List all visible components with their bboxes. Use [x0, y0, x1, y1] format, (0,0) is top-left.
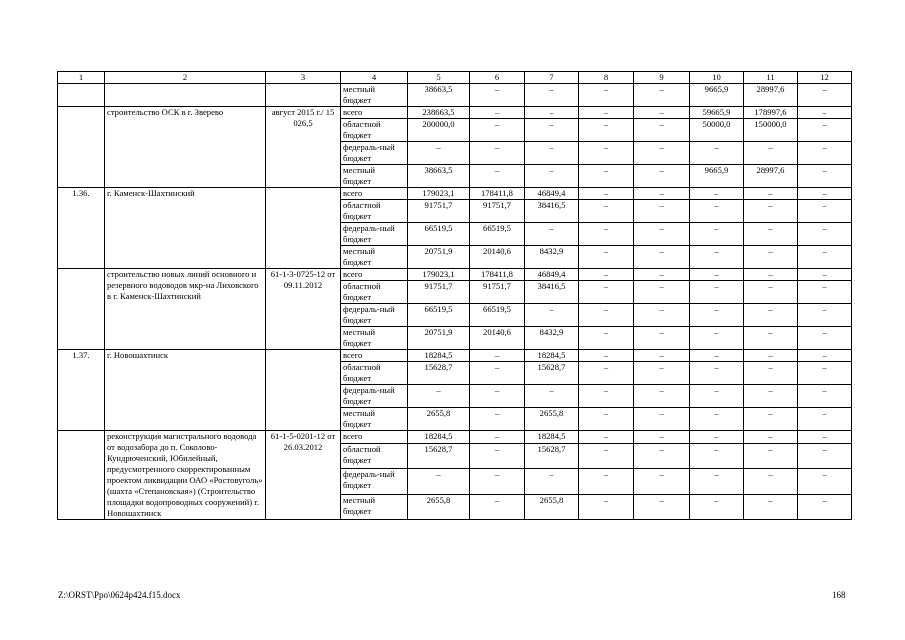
amount-cell: 38416,5	[525, 200, 579, 223]
item-number	[58, 269, 105, 350]
funding-source: федераль-ный бюджет	[341, 385, 408, 408]
amount-cell: –	[408, 385, 470, 408]
amount-cell: –	[634, 107, 690, 119]
amount-cell: –	[798, 142, 852, 165]
amount-cell: 38663,5	[408, 84, 470, 107]
amount-cell: –	[579, 350, 634, 362]
amount-cell: –	[798, 304, 852, 327]
funding-source: местный бюджет	[341, 408, 408, 431]
funding-source: областной бюджет	[341, 200, 408, 223]
amount-cell: 178411,8	[470, 269, 525, 281]
amount-cell: –	[525, 223, 579, 246]
amount-cell: 20751,9	[408, 327, 470, 350]
column-header: 1	[58, 72, 105, 84]
funding-source: федераль-ный бюджет	[341, 142, 408, 165]
amount-cell: 178997,6	[744, 107, 798, 119]
amount-cell: –	[798, 431, 852, 444]
amount-cell: 178411,8	[470, 188, 525, 200]
amount-cell: –	[470, 385, 525, 408]
column-header: 2	[105, 72, 266, 84]
amount-cell: –	[525, 84, 579, 107]
amount-cell: –	[525, 119, 579, 142]
object-name: реконструкция магистрального водовода от водозабора до п. Соколово-Кундрюченский, Юбилейный, предусмотренного скорректированным проектом ликвидации ОАО «Ростовуголь» (шахта «Степановская») (Строительство площадки водопроводных сооружений) г. Новошахтинск	[105, 431, 266, 520]
funding-source: областной бюджет	[341, 119, 408, 142]
amount-cell: –	[744, 142, 798, 165]
amount-cell: –	[798, 385, 852, 408]
budget-table	[57, 71, 852, 520]
funding-source: федераль-ный бюджет	[341, 304, 408, 327]
amount-cell: –	[690, 385, 744, 408]
amount-cell: –	[634, 362, 690, 385]
amount-cell: –	[690, 431, 744, 444]
amount-cell: –	[525, 107, 579, 119]
amount-cell: –	[690, 281, 744, 304]
amount-cell: 38663,5	[408, 165, 470, 188]
object-name: строительство ОСК в г. Зверево	[105, 107, 266, 188]
amount-cell: 2655,8	[408, 408, 470, 431]
object-name	[105, 84, 266, 107]
amount-cell: –	[579, 165, 634, 188]
amount-cell: –	[798, 84, 852, 107]
amount-cell: –	[744, 281, 798, 304]
amount-cell: –	[634, 119, 690, 142]
amount-cell: –	[798, 269, 852, 281]
amount-cell: –	[525, 385, 579, 408]
funding-source: всего	[341, 431, 408, 444]
amount-cell: 46849,4	[525, 269, 579, 281]
amount-cell: –	[470, 350, 525, 362]
amount-cell: 2655,8	[525, 408, 579, 431]
amount-cell: –	[690, 350, 744, 362]
amount-cell: –	[744, 431, 798, 444]
amount-cell: –	[579, 327, 634, 350]
amount-cell: –	[798, 246, 852, 269]
amount-cell: 50000,0	[690, 119, 744, 142]
funding-source: федераль-ный бюджет	[341, 469, 408, 494]
amount-cell: –	[798, 281, 852, 304]
amount-cell: –	[470, 142, 525, 165]
amount-cell: –	[634, 200, 690, 223]
amount-cell: –	[579, 200, 634, 223]
page-number: 168	[832, 590, 846, 600]
amount-cell: 2655,8	[408, 494, 470, 519]
funding-source: местный бюджет	[341, 84, 408, 107]
amount-cell: –	[525, 469, 579, 494]
amount-cell: –	[690, 408, 744, 431]
amount-cell: –	[744, 408, 798, 431]
amount-cell: 150000,0	[744, 119, 798, 142]
amount-cell: –	[690, 188, 744, 200]
amount-cell: –	[744, 200, 798, 223]
amount-cell: 66519,5	[470, 223, 525, 246]
amount-cell: 20140,6	[470, 327, 525, 350]
amount-cell: –	[579, 246, 634, 269]
funding-source: областной бюджет	[341, 281, 408, 304]
amount-cell: 28997,6	[744, 84, 798, 107]
amount-cell: –	[634, 444, 690, 469]
amount-cell: –	[579, 431, 634, 444]
amount-cell: –	[798, 165, 852, 188]
amount-cell: –	[634, 223, 690, 246]
document-ref: 61-1-5-0201-12 от 26.03.2012	[266, 431, 341, 520]
column-header: 4	[341, 72, 408, 84]
amount-cell: –	[744, 385, 798, 408]
amount-cell: 2655,8	[525, 494, 579, 519]
funding-source: всего	[341, 269, 408, 281]
amount-cell: –	[525, 165, 579, 188]
amount-cell: –	[798, 444, 852, 469]
amount-cell: 8432,9	[525, 246, 579, 269]
amount-cell: 9665,9	[690, 84, 744, 107]
amount-cell: –	[744, 304, 798, 327]
amount-cell: –	[634, 385, 690, 408]
amount-cell: –	[690, 223, 744, 246]
column-header: 3	[266, 72, 341, 84]
amount-cell: –	[798, 223, 852, 246]
document-ref	[266, 84, 341, 107]
column-header: 12	[798, 72, 852, 84]
amount-cell: –	[634, 469, 690, 494]
amount-cell: 18284,5	[408, 431, 470, 444]
amount-cell: –	[470, 119, 525, 142]
amount-cell: –	[525, 142, 579, 165]
amount-cell: 28997,6	[744, 165, 798, 188]
item-number	[58, 84, 105, 107]
item-number	[58, 107, 105, 188]
amount-cell: –	[744, 188, 798, 200]
amount-cell: –	[579, 223, 634, 246]
amount-cell: –	[579, 444, 634, 469]
amount-cell: –	[634, 281, 690, 304]
amount-cell: –	[744, 327, 798, 350]
amount-cell: –	[579, 494, 634, 519]
amount-cell: –	[798, 469, 852, 494]
amount-cell: 179023,1	[408, 188, 470, 200]
amount-cell: –	[798, 107, 852, 119]
document-ref	[266, 350, 341, 431]
amount-cell: –	[798, 188, 852, 200]
document-ref: август 2015 г./ 15 026,5	[266, 107, 341, 188]
funding-source: областной бюджет	[341, 362, 408, 385]
amount-cell: –	[470, 431, 525, 444]
amount-cell: –	[634, 408, 690, 431]
amount-cell: 15628,7	[525, 444, 579, 469]
amount-cell: –	[579, 408, 634, 431]
amount-cell: –	[579, 142, 634, 165]
amount-cell: –	[690, 362, 744, 385]
amount-cell: –	[579, 469, 634, 494]
amount-cell: 20751,9	[408, 246, 470, 269]
amount-cell: –	[744, 469, 798, 494]
amount-cell: –	[470, 84, 525, 107]
amount-cell: –	[690, 246, 744, 269]
amount-cell: 9665,9	[690, 165, 744, 188]
table-body	[58, 72, 852, 520]
amount-cell: 18284,5	[525, 350, 579, 362]
amount-cell: –	[744, 246, 798, 269]
table-row	[58, 188, 852, 200]
header-row	[58, 72, 852, 84]
amount-cell: –	[744, 494, 798, 519]
column-header: 8	[579, 72, 634, 84]
amount-cell: 238663,5	[408, 107, 470, 119]
amount-cell: 66519,5	[408, 223, 470, 246]
amount-cell: –	[579, 107, 634, 119]
amount-cell: 18284,5	[408, 350, 470, 362]
amount-cell: –	[690, 200, 744, 223]
amount-cell: –	[634, 350, 690, 362]
amount-cell: –	[798, 408, 852, 431]
amount-cell: 15628,7	[408, 444, 470, 469]
object-name: г. Каменск-Шахтинский	[105, 188, 266, 269]
amount-cell: –	[690, 304, 744, 327]
amount-cell: –	[690, 269, 744, 281]
table-row	[58, 84, 852, 107]
amount-cell: –	[744, 223, 798, 246]
amount-cell: 66519,5	[470, 304, 525, 327]
amount-cell: –	[470, 107, 525, 119]
funding-source: федераль-ный бюджет	[341, 223, 408, 246]
amount-cell: –	[744, 362, 798, 385]
amount-cell: 66519,5	[408, 304, 470, 327]
amount-cell: –	[634, 431, 690, 444]
table-row	[58, 350, 852, 362]
funding-source: всего	[341, 188, 408, 200]
funding-source: областной бюджет	[341, 444, 408, 469]
amount-cell: –	[525, 304, 579, 327]
amount-cell: –	[798, 327, 852, 350]
document-ref: 61-1-3-0725-12 от 09.11.2012	[266, 269, 341, 350]
amount-cell: –	[579, 188, 634, 200]
amount-cell: –	[690, 494, 744, 519]
amount-cell: –	[798, 494, 852, 519]
column-header: 11	[744, 72, 798, 84]
amount-cell: 46849,4	[525, 188, 579, 200]
amount-cell: –	[744, 350, 798, 362]
amount-cell: –	[634, 304, 690, 327]
item-number: 1.37.	[58, 350, 105, 431]
funding-source: местный бюджет	[341, 494, 408, 519]
amount-cell: –	[579, 119, 634, 142]
amount-cell: –	[634, 84, 690, 107]
amount-cell: 200000,0	[408, 119, 470, 142]
table-row	[58, 431, 852, 444]
funding-source: местный бюджет	[341, 246, 408, 269]
amount-cell: –	[470, 165, 525, 188]
amount-cell: 20140,6	[470, 246, 525, 269]
amount-cell: –	[634, 494, 690, 519]
amount-cell: 18284,5	[525, 431, 579, 444]
column-header: 7	[525, 72, 579, 84]
amount-cell: 179023,1	[408, 269, 470, 281]
amount-cell: –	[579, 281, 634, 304]
amount-cell: –	[634, 269, 690, 281]
amount-cell: 91751,7	[408, 281, 470, 304]
amount-cell: –	[798, 350, 852, 362]
table-row	[58, 269, 852, 281]
amount-cell: –	[744, 269, 798, 281]
amount-cell: –	[408, 142, 470, 165]
amount-cell: –	[634, 327, 690, 350]
amount-cell: –	[579, 269, 634, 281]
amount-cell: –	[579, 84, 634, 107]
funding-source: местный бюджет	[341, 327, 408, 350]
amount-cell: –	[470, 408, 525, 431]
amount-cell: 91751,7	[408, 200, 470, 223]
column-header: 9	[634, 72, 690, 84]
column-header: 5	[408, 72, 470, 84]
amount-cell: –	[690, 142, 744, 165]
amount-cell: –	[634, 188, 690, 200]
amount-cell: –	[408, 469, 470, 494]
funding-source: местный бюджет	[341, 165, 408, 188]
amount-cell: 91751,7	[470, 281, 525, 304]
amount-cell: 8432,9	[525, 327, 579, 350]
table-row	[58, 107, 852, 119]
amount-cell: –	[579, 304, 634, 327]
funding-source: всего	[341, 350, 408, 362]
amount-cell: –	[798, 200, 852, 223]
item-number: 1.36.	[58, 188, 105, 269]
amount-cell: –	[634, 246, 690, 269]
amount-cell: –	[690, 444, 744, 469]
amount-cell: –	[690, 327, 744, 350]
amount-cell: –	[470, 444, 525, 469]
amount-cell: 15628,7	[408, 362, 470, 385]
amount-cell: –	[690, 469, 744, 494]
document-ref	[266, 188, 341, 269]
amount-cell: –	[579, 362, 634, 385]
amount-cell: –	[470, 362, 525, 385]
column-header: 10	[690, 72, 744, 84]
amount-cell: –	[470, 469, 525, 494]
amount-cell: 15628,7	[525, 362, 579, 385]
object-name: г. Новошахтинск	[105, 350, 266, 431]
object-name: строительство новых линий основного и резервного водоводов мкр-на Лиховского в г. Каменск-Шахтинский	[105, 269, 266, 350]
amount-cell: 38416,5	[525, 281, 579, 304]
amount-cell: –	[798, 119, 852, 142]
amount-cell: 59665,9	[690, 107, 744, 119]
amount-cell: –	[798, 362, 852, 385]
funding-source: всего	[341, 107, 408, 119]
amount-cell: 91751,7	[470, 200, 525, 223]
item-number	[58, 431, 105, 520]
amount-cell: –	[634, 142, 690, 165]
amount-cell: –	[470, 494, 525, 519]
amount-cell: –	[579, 385, 634, 408]
file-path: Z:\ORST\Ppo\0624p424.f15.docx	[58, 590, 181, 600]
amount-cell: –	[744, 444, 798, 469]
column-header: 6	[470, 72, 525, 84]
amount-cell: –	[634, 165, 690, 188]
